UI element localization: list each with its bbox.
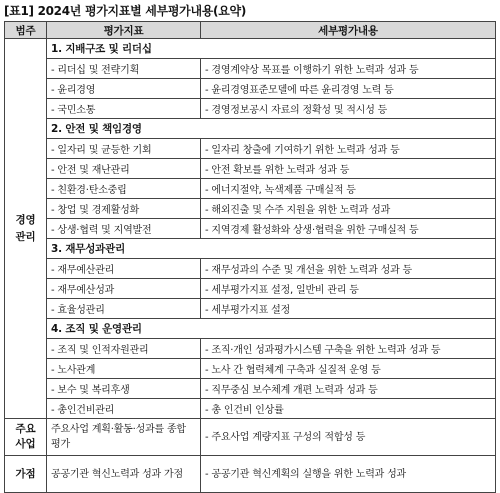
indicator-cell: - 효율성관리: [47, 299, 201, 319]
detail-cell: - 경영계약상 목표를 이행하기 위한 노력과 성과 등: [201, 59, 496, 79]
table-row: [5, 159, 496, 179]
indicator-cell: - 재무예산성과: [47, 279, 201, 299]
detail-cell: - 에너지절약, 녹색제품 구매실적 등: [201, 179, 496, 199]
table-row: [5, 199, 496, 219]
detail-cell: - 윤리경영표준모델에 따른 윤리경영 노력 등: [201, 79, 496, 99]
table-row: [5, 59, 496, 79]
detail-cell: - 직무중심 보수체계 개편 노력과 성과 등: [201, 379, 496, 399]
detail-cell: - 공공기관 혁신계획의 실행을 위한 노력과 성과: [201, 456, 496, 493]
section-row: [5, 39, 496, 59]
indicator-cell: - 총인건비관리: [47, 399, 201, 419]
major-row: [5, 419, 496, 456]
header-indicator: 평가지표: [47, 22, 201, 39]
detail-cell: - 안전 확보를 위한 노력과 성과 등: [201, 159, 496, 179]
table-row: [5, 379, 496, 399]
indicator-cell: 공공기관 혁신노력과 성과 가점: [47, 456, 201, 493]
table-row: [5, 99, 496, 119]
section-title: 3. 재무성과관리: [47, 239, 496, 259]
indicator-cell: - 안전 및 재난관리: [47, 159, 201, 179]
table-row: [5, 139, 496, 159]
indicator-cell: - 친환경·탄소중립: [47, 179, 201, 199]
header-detail: 세부평가내용: [201, 22, 496, 39]
detail-cell: - 지역경제 활성화와 상생·협력을 위한 구매실적 등: [201, 219, 496, 239]
category-bonus: 가점: [5, 456, 47, 493]
indicator-cell: - 조직 및 인적자원관리: [47, 339, 201, 359]
section-title: 1. 지배구조 및 리더십: [47, 39, 496, 59]
section-row: [5, 119, 496, 139]
detail-cell: - 총 인건비 인상률: [201, 399, 496, 419]
table-row: [5, 299, 496, 319]
detail-cell: - 경영정보공시 자료의 정확성 및 적시성 등: [201, 99, 496, 119]
detail-cell: - 노사 간 협력체계 구축과 실질적 운영 등: [201, 359, 496, 379]
section-row: [5, 319, 496, 339]
bonus-row: [5, 456, 496, 493]
indicator-cell: 주요사업 계획·활동·성과를 종합 평가: [47, 419, 201, 456]
detail-cell: - 세부평가지표 설정, 일반비 관리 등: [201, 279, 496, 299]
table-caption: [표1] 2024년 평가지표별 세부평가내용(요약): [4, 4, 247, 18]
table-row: [5, 79, 496, 99]
table-body: [5, 39, 496, 493]
indicator-cell: - 윤리경영: [47, 79, 201, 99]
category-management: 경영 관리: [5, 39, 47, 419]
detail-cell: - 해외진출 및 수주 지원을 위한 노력과 성과: [201, 199, 496, 219]
indicator-cell: - 상생·협력 및 지역발전: [47, 219, 201, 239]
indicator-cell: - 창업 및 경제활성화: [47, 199, 201, 219]
section-title: 2. 안전 및 책임경영: [47, 119, 496, 139]
table-row: [5, 259, 496, 279]
detail-cell: - 일자리 창출에 기여하기 위한 노력과 성과 등: [201, 139, 496, 159]
evaluation-table: [4, 21, 496, 493]
section-title: 4. 조직 및 운영관리: [47, 319, 496, 339]
indicator-cell: - 보수 및 복리후생: [47, 379, 201, 399]
detail-cell: - 재무성과의 수준 및 개선을 위한 노력과 성과 등: [201, 259, 496, 279]
table-row: [5, 399, 496, 419]
category-major: 주요 사업: [5, 419, 47, 456]
indicator-cell: - 일자리 및 균등한 기회: [47, 139, 201, 159]
detail-cell: - 주요사업 계량지표 구성의 적합성 등: [201, 419, 496, 456]
indicator-cell: - 국민소통: [47, 99, 201, 119]
indicator-cell: - 리더십 및 전략기획: [47, 59, 201, 79]
section-row: [5, 239, 496, 259]
table-row: [5, 179, 496, 199]
detail-cell: - 세부평가지표 설정: [201, 299, 496, 319]
header-row: [5, 22, 496, 39]
indicator-cell: - 재무예산관리: [47, 259, 201, 279]
table-row: [5, 219, 496, 239]
detail-cell: - 조직·개인 성과평가시스템 구축을 위한 노력과 성과 등: [201, 339, 496, 359]
table-row: [5, 359, 496, 379]
header-category: 범주: [5, 22, 47, 39]
table-row: [5, 339, 496, 359]
table-row: [5, 279, 496, 299]
indicator-cell: - 노사관계: [47, 359, 201, 379]
